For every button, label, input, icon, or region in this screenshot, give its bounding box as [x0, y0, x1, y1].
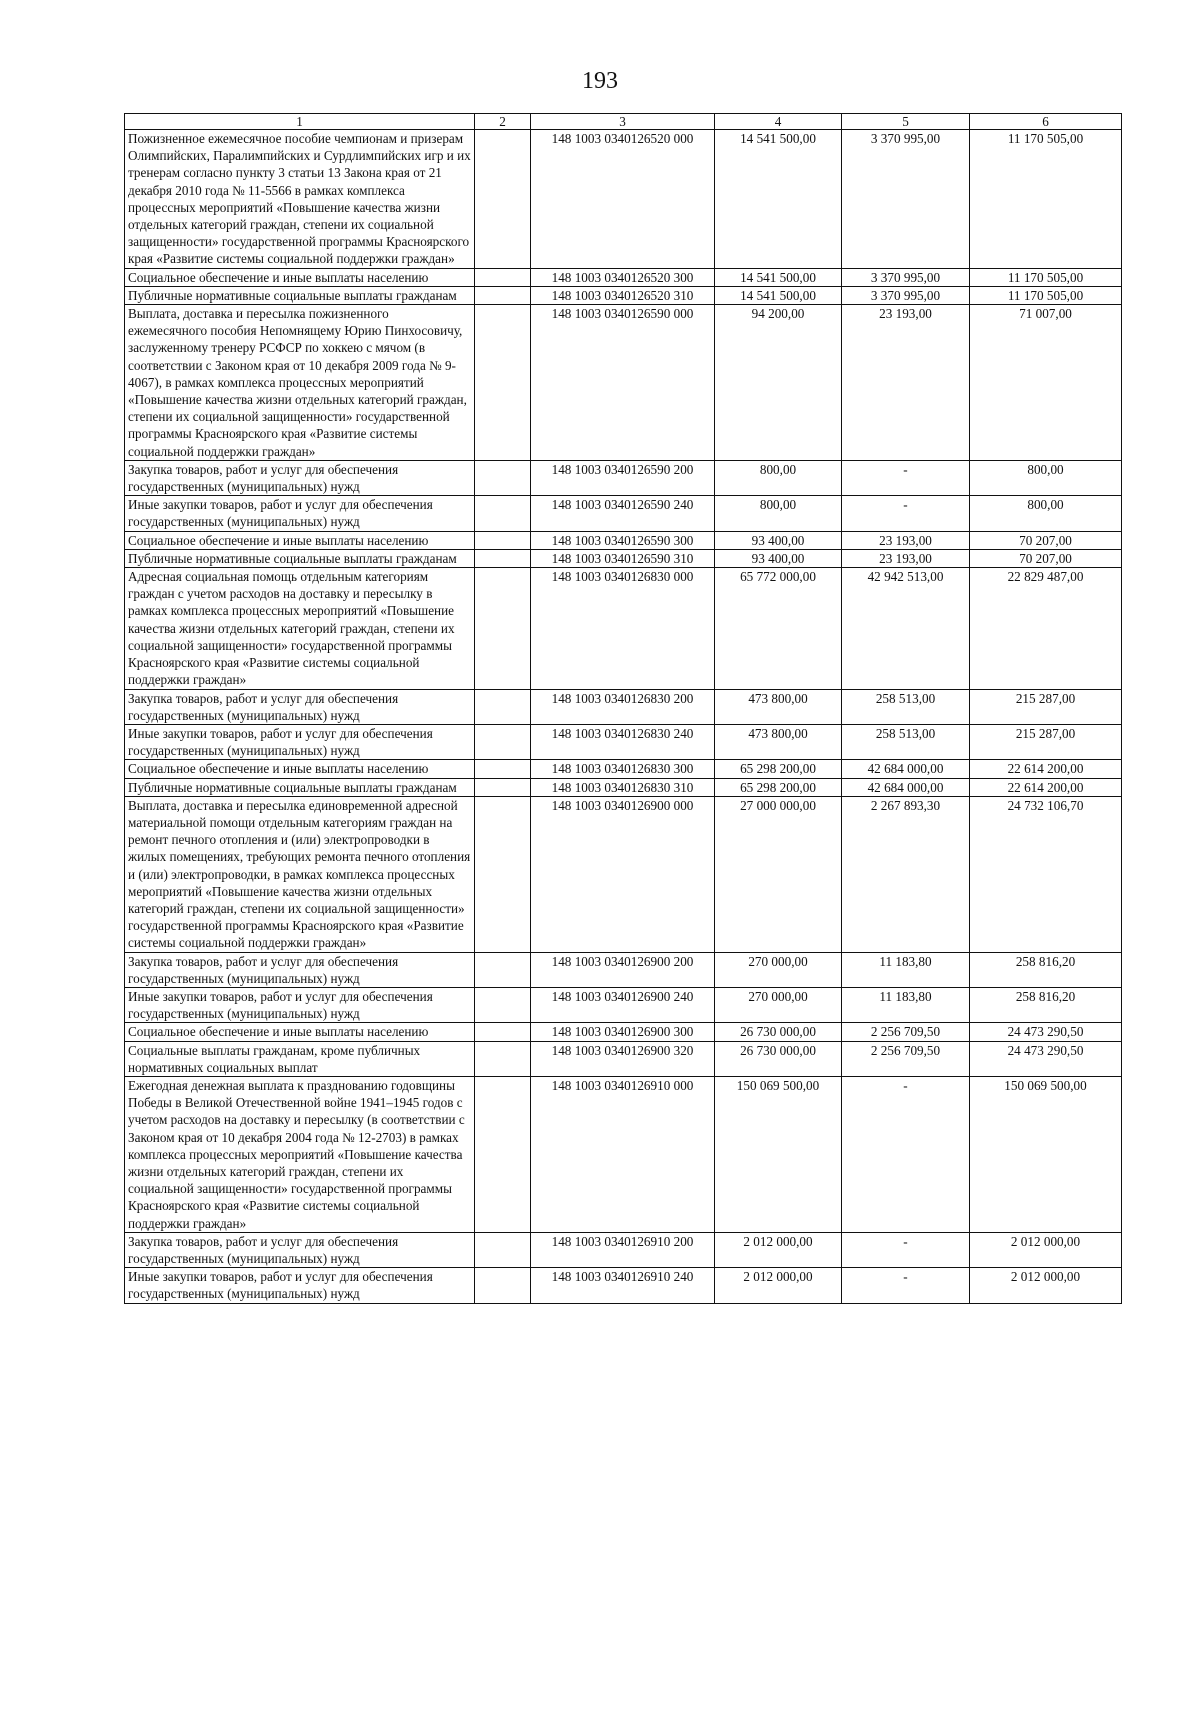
- table-row: [125, 130, 1122, 269]
- row-name-cell: Пожизненное ежемесячное пособие чемпионам и призерам Олимпийских, Паралимпийских и Сурдлимпийских игр и их тренерам согласно пункту 3 статьи 13 Закона края от 21 декабря 2010 года № 11-5566 в рамках комплекса процессных мероприятий «Повышение качества жизни отдельных категорий граждан, степени их социальной защищенности» государственной программы Красноярского края «Развитие системы социальной поддержки граждан»: [125, 130, 475, 269]
- row-code-cell: 148 1003 0340126590 240: [531, 496, 715, 531]
- row-amount-cell: 14 541 500,00: [715, 286, 842, 304]
- row-executed-cell: 23 193,00: [842, 549, 970, 567]
- row-name-cell: Закупка товаров, работ и услуг для обеспечения государственных (муниципальных) нужд: [125, 689, 475, 724]
- row-remaining-cell: 22 614 200,00: [970, 778, 1122, 796]
- row-amount-cell: 270 000,00: [715, 987, 842, 1022]
- row-name-cell: Социальное обеспечение и иные выплаты населению: [125, 760, 475, 778]
- row-code-cell: 148 1003 0340126900 300: [531, 1023, 715, 1041]
- row-remaining-cell: 22 829 487,00: [970, 568, 1122, 689]
- row-executed-cell: 3 370 995,00: [842, 268, 970, 286]
- row-executed-cell: 42 684 000,00: [842, 760, 970, 778]
- row-remaining-cell: 24 732 106,70: [970, 796, 1122, 952]
- row-col2-cell: [475, 130, 531, 269]
- row-amount-cell: 270 000,00: [715, 952, 842, 987]
- row-name-cell: Публичные нормативные социальные выплаты гражданам: [125, 778, 475, 796]
- row-col2-cell: [475, 1041, 531, 1076]
- row-executed-cell: 3 370 995,00: [842, 286, 970, 304]
- row-amount-cell: 93 400,00: [715, 549, 842, 567]
- row-executed-cell: -: [842, 460, 970, 495]
- row-remaining-cell: 22 614 200,00: [970, 760, 1122, 778]
- row-executed-cell: 42 942 513,00: [842, 568, 970, 689]
- table-row: [125, 305, 1122, 461]
- table-row: [125, 460, 1122, 495]
- row-code-cell: 148 1003 0340126830 300: [531, 760, 715, 778]
- row-code-cell: 148 1003 0340126830 000: [531, 568, 715, 689]
- row-col2-cell: [475, 1023, 531, 1041]
- column-header: 6: [970, 114, 1122, 130]
- budget-table: [124, 113, 1122, 1304]
- row-code-cell: 148 1003 0340126520 300: [531, 268, 715, 286]
- table-row: [125, 987, 1122, 1022]
- row-col2-cell: [475, 568, 531, 689]
- row-remaining-cell: 150 069 500,00: [970, 1076, 1122, 1232]
- row-executed-cell: 2 256 709,50: [842, 1023, 970, 1041]
- row-name-cell: Адресная социальная помощь отдельным категориям граждан с учетом расходов на доставку и пересылку в рамках комплекса процессных мероприятий «Повышение качества жизни отдельных категорий граждан, степени их социальной защищенности» государственной программы Красноярского края «Развитие системы социальной поддержки граждан»: [125, 568, 475, 689]
- row-executed-cell: 2 267 893,30: [842, 796, 970, 952]
- page-number: 193: [582, 68, 618, 94]
- row-amount-cell: 2 012 000,00: [715, 1268, 842, 1303]
- row-remaining-cell: 11 170 505,00: [970, 268, 1122, 286]
- table-header-row: [125, 114, 1122, 130]
- row-executed-cell: 258 513,00: [842, 689, 970, 724]
- table-row: [125, 1041, 1122, 1076]
- row-amount-cell: 65 298 200,00: [715, 778, 842, 796]
- table-row: [125, 268, 1122, 286]
- row-name-cell: Иные закупки товаров, работ и услуг для обеспечения государственных (муниципальных) нужд: [125, 496, 475, 531]
- row-name-cell: Выплата, доставка и пересылка пожизненного ежемесячного пособия Непомнящему Юрию Пинхосовичу, заслуженному тренеру РСФСР по хоккею с мячом (в соответствии с Законом края от 10 декабря 2009 года № 9-4067), в рамках комплекса процессных мероприятий «Повышение качества жизни отдельных категорий граждан, степени их социальной защищенности» государственной программы Красноярского края «Развитие системы социальной поддержки граждан»: [125, 305, 475, 461]
- row-col2-cell: [475, 796, 531, 952]
- table-body: [125, 130, 1122, 1304]
- row-code-cell: 148 1003 0340126590 200: [531, 460, 715, 495]
- row-name-cell: Иные закупки товаров, работ и услуг для обеспечения государственных (муниципальных) нужд: [125, 987, 475, 1022]
- row-executed-cell: 11 183,80: [842, 952, 970, 987]
- row-col2-cell: [475, 1076, 531, 1232]
- row-name-cell: Закупка товаров, работ и услуг для обеспечения государственных (муниципальных) нужд: [125, 1232, 475, 1267]
- row-col2-cell: [475, 531, 531, 549]
- row-executed-cell: -: [842, 1268, 970, 1303]
- row-code-cell: 148 1003 0340126830 200: [531, 689, 715, 724]
- row-remaining-cell: 24 473 290,50: [970, 1041, 1122, 1076]
- row-executed-cell: -: [842, 1076, 970, 1232]
- column-header: 5: [842, 114, 970, 130]
- row-executed-cell: 258 513,00: [842, 724, 970, 759]
- row-remaining-cell: 24 473 290,50: [970, 1023, 1122, 1041]
- row-name-cell: Социальное обеспечение и иные выплаты населению: [125, 268, 475, 286]
- row-executed-cell: -: [842, 1232, 970, 1267]
- row-col2-cell: [475, 689, 531, 724]
- row-remaining-cell: 2 012 000,00: [970, 1232, 1122, 1267]
- table-row: [125, 496, 1122, 531]
- table-row: [125, 952, 1122, 987]
- row-amount-cell: 94 200,00: [715, 305, 842, 461]
- row-executed-cell: 42 684 000,00: [842, 778, 970, 796]
- table-row: [125, 531, 1122, 549]
- row-amount-cell: 65 772 000,00: [715, 568, 842, 689]
- row-code-cell: 148 1003 0340126910 240: [531, 1268, 715, 1303]
- row-col2-cell: [475, 1232, 531, 1267]
- row-amount-cell: 26 730 000,00: [715, 1023, 842, 1041]
- row-code-cell: 148 1003 0340126900 240: [531, 987, 715, 1022]
- row-code-cell: 148 1003 0340126590 310: [531, 549, 715, 567]
- row-amount-cell: 2 012 000,00: [715, 1232, 842, 1267]
- row-remaining-cell: 800,00: [970, 460, 1122, 495]
- row-col2-cell: [475, 760, 531, 778]
- row-code-cell: 148 1003 0340126900 000: [531, 796, 715, 952]
- row-col2-cell: [475, 549, 531, 567]
- row-remaining-cell: 70 207,00: [970, 549, 1122, 567]
- row-col2-cell: [475, 987, 531, 1022]
- row-col2-cell: [475, 724, 531, 759]
- row-executed-cell: 23 193,00: [842, 531, 970, 549]
- row-name-cell: Иные закупки товаров, работ и услуг для обеспечения государственных (муниципальных) нужд: [125, 1268, 475, 1303]
- table-row: [125, 549, 1122, 567]
- row-amount-cell: 150 069 500,00: [715, 1076, 842, 1232]
- row-col2-cell: [475, 460, 531, 495]
- row-remaining-cell: 215 287,00: [970, 724, 1122, 759]
- row-executed-cell: 2 256 709,50: [842, 1041, 970, 1076]
- column-header: 4: [715, 114, 842, 130]
- row-name-cell: Выплата, доставка и пересылка единовременной адресной материальной помощи отдельным категориям граждан на ремонт печного отопления и (или) электропроводки в жилых помещениях, требующих ремонта печного отопления и (или) электропроводки, в рамках комплекса процессных мероприятий «Повышение качества жизни отдельных категорий граждан, степени их социальной защищенности» государственной программы Красноярского края «Развитие системы социальной поддержки граждан»: [125, 796, 475, 952]
- row-code-cell: 148 1003 0340126520 000: [531, 130, 715, 269]
- row-code-cell: 148 1003 0340126830 310: [531, 778, 715, 796]
- row-code-cell: 148 1003 0340126900 200: [531, 952, 715, 987]
- row-remaining-cell: 215 287,00: [970, 689, 1122, 724]
- row-name-cell: Социальное обеспечение и иные выплаты населению: [125, 1023, 475, 1041]
- row-amount-cell: 473 800,00: [715, 724, 842, 759]
- table-row: [125, 568, 1122, 689]
- row-col2-cell: [475, 286, 531, 304]
- row-code-cell: 148 1003 0340126910 200: [531, 1232, 715, 1267]
- row-amount-cell: 14 541 500,00: [715, 130, 842, 269]
- column-header: 2: [475, 114, 531, 130]
- row-amount-cell: 27 000 000,00: [715, 796, 842, 952]
- table-row: [125, 724, 1122, 759]
- row-amount-cell: 473 800,00: [715, 689, 842, 724]
- table-row: [125, 1023, 1122, 1041]
- row-name-cell: Ежегодная денежная выплата к празднованию годовщины Победы в Великой Отечественной войне 1941–1945 годов с учетом расходов на доставку и пересылку (в соответствии с Законом края от 10 декабря 2004 года № 12-2703) в рамках комплекса процессных мероприятий «Повышение качества жизни отдельных категорий граждан, степени их социальной защищенности» государственной программы Красноярского края «Развитие системы социальной поддержки граждан»: [125, 1076, 475, 1232]
- row-remaining-cell: 71 007,00: [970, 305, 1122, 461]
- row-remaining-cell: 258 816,20: [970, 952, 1122, 987]
- row-amount-cell: 26 730 000,00: [715, 1041, 842, 1076]
- row-name-cell: Социальные выплаты гражданам, кроме публичных нормативных социальных выплат: [125, 1041, 475, 1076]
- table-row: [125, 1232, 1122, 1267]
- row-executed-cell: 23 193,00: [842, 305, 970, 461]
- table-row: [125, 689, 1122, 724]
- table-row: [125, 1268, 1122, 1303]
- row-code-cell: 148 1003 0340126900 320: [531, 1041, 715, 1076]
- row-code-cell: 148 1003 0340126590 000: [531, 305, 715, 461]
- row-remaining-cell: 70 207,00: [970, 531, 1122, 549]
- row-col2-cell: [475, 952, 531, 987]
- row-col2-cell: [475, 305, 531, 461]
- column-header: 1: [125, 114, 475, 130]
- row-col2-cell: [475, 778, 531, 796]
- row-name-cell: Иные закупки товаров, работ и услуг для обеспечения государственных (муниципальных) нужд: [125, 724, 475, 759]
- row-amount-cell: 800,00: [715, 460, 842, 495]
- row-name-cell: Закупка товаров, работ и услуг для обеспечения государственных (муниципальных) нужд: [125, 952, 475, 987]
- row-code-cell: 148 1003 0340126520 310: [531, 286, 715, 304]
- row-remaining-cell: 2 012 000,00: [970, 1268, 1122, 1303]
- row-remaining-cell: 11 170 505,00: [970, 130, 1122, 269]
- table-row: [125, 778, 1122, 796]
- row-name-cell: Публичные нормативные социальные выплаты гражданам: [125, 286, 475, 304]
- row-col2-cell: [475, 268, 531, 286]
- table-row: [125, 760, 1122, 778]
- row-name-cell: Социальное обеспечение и иные выплаты населению: [125, 531, 475, 549]
- row-name-cell: Закупка товаров, работ и услуг для обеспечения государственных (муниципальных) нужд: [125, 460, 475, 495]
- row-code-cell: 148 1003 0340126590 300: [531, 531, 715, 549]
- row-code-cell: 148 1003 0340126830 240: [531, 724, 715, 759]
- table-row: [125, 1076, 1122, 1232]
- table-row: [125, 286, 1122, 304]
- row-amount-cell: 93 400,00: [715, 531, 842, 549]
- row-executed-cell: 3 370 995,00: [842, 130, 970, 269]
- row-remaining-cell: 800,00: [970, 496, 1122, 531]
- row-amount-cell: 65 298 200,00: [715, 760, 842, 778]
- row-remaining-cell: 258 816,20: [970, 987, 1122, 1022]
- row-executed-cell: -: [842, 496, 970, 531]
- row-col2-cell: [475, 496, 531, 531]
- row-code-cell: 148 1003 0340126910 000: [531, 1076, 715, 1232]
- row-amount-cell: 800,00: [715, 496, 842, 531]
- row-remaining-cell: 11 170 505,00: [970, 286, 1122, 304]
- table-row: [125, 796, 1122, 952]
- row-col2-cell: [475, 1268, 531, 1303]
- row-amount-cell: 14 541 500,00: [715, 268, 842, 286]
- column-header: 3: [531, 114, 715, 130]
- row-executed-cell: 11 183,80: [842, 987, 970, 1022]
- row-name-cell: Публичные нормативные социальные выплаты гражданам: [125, 549, 475, 567]
